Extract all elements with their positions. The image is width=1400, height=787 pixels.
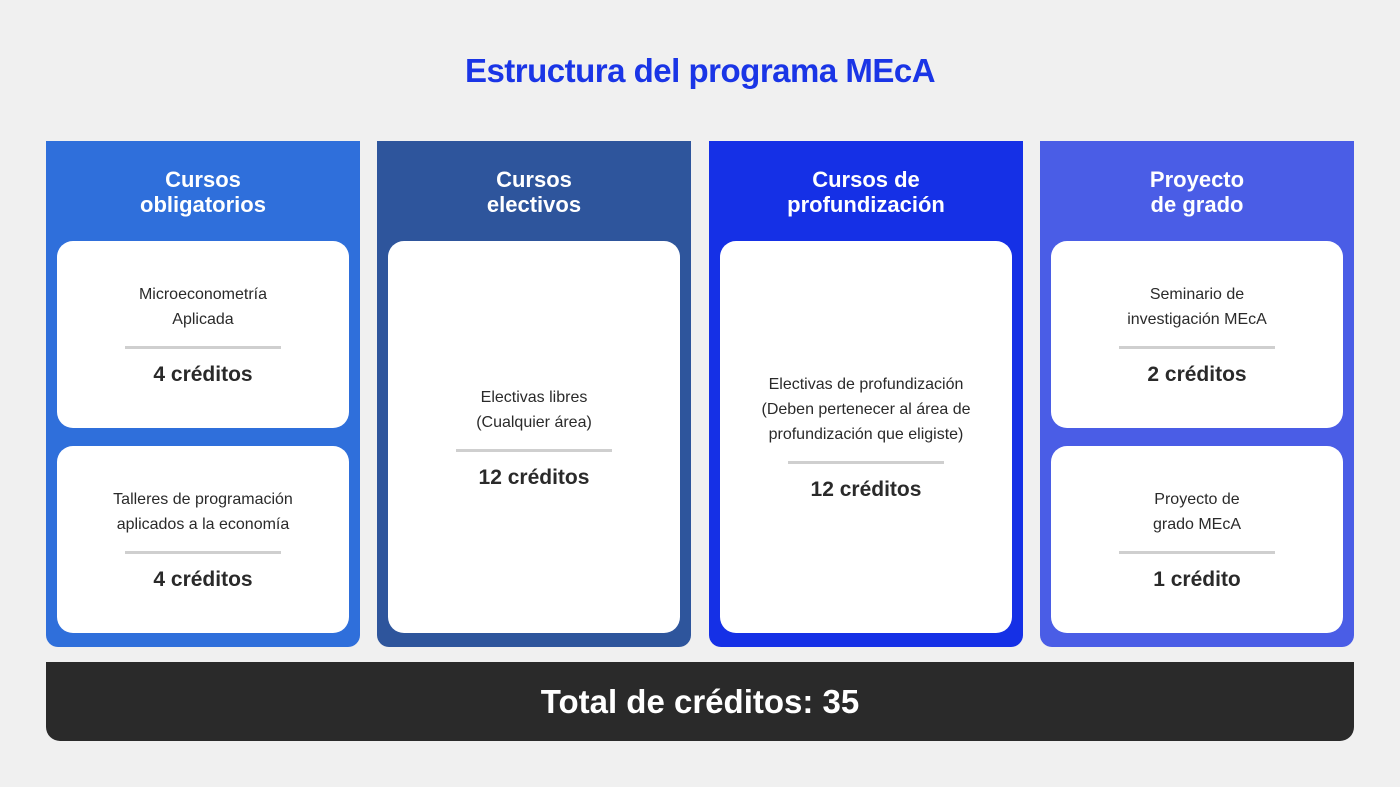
column-cursos-electivos (377, 141, 691, 647)
course-credits: 1 crédito (1153, 568, 1241, 591)
course-name: Talleres de programación aplicados a la economía (113, 491, 293, 533)
course-card (720, 241, 1012, 633)
total-credits-label: Total de créditos: 35 (540, 682, 860, 720)
column-cursos-obligatorios (46, 141, 360, 647)
column-proyecto-de-grado (1040, 141, 1354, 647)
course-card (57, 241, 349, 428)
course-name: Microeconometría Aplicada (138, 286, 268, 328)
divider (1119, 346, 1275, 349)
course-card (388, 241, 680, 633)
course-name: Seminario de investigación MEcA (1127, 286, 1267, 328)
column-title: Cursos obligatorios (140, 167, 266, 217)
course-name: Proyecto de grado MEcA (1152, 491, 1242, 533)
course-credits: 2 créditos (1147, 363, 1247, 386)
column-title: Proyecto de grado (1149, 167, 1245, 217)
page-title: Estructura del programa MEcA (464, 52, 936, 89)
course-name: Electivas libres (Cualquier área) (476, 388, 592, 431)
divider (1119, 551, 1275, 554)
course-credits: 4 créditos (153, 568, 253, 591)
divider (125, 551, 281, 554)
course-card (1051, 241, 1343, 428)
total-credits-bar (46, 662, 1354, 741)
column-title: Cursos electivos (486, 167, 582, 217)
course-name: Electivas de profundización (Deben pertenecer al área de profundización que eligiste) (761, 376, 971, 443)
course-card (1051, 446, 1343, 633)
divider (788, 461, 944, 464)
column-cursos-de-profundizacion (709, 141, 1023, 647)
divider (125, 346, 281, 349)
course-credits: 12 créditos (478, 465, 590, 489)
course-credits: 12 créditos (810, 478, 922, 501)
column-title: Cursos de profundización (787, 167, 945, 217)
course-card (57, 446, 349, 633)
course-credits: 4 créditos (153, 363, 253, 386)
divider (456, 449, 612, 452)
